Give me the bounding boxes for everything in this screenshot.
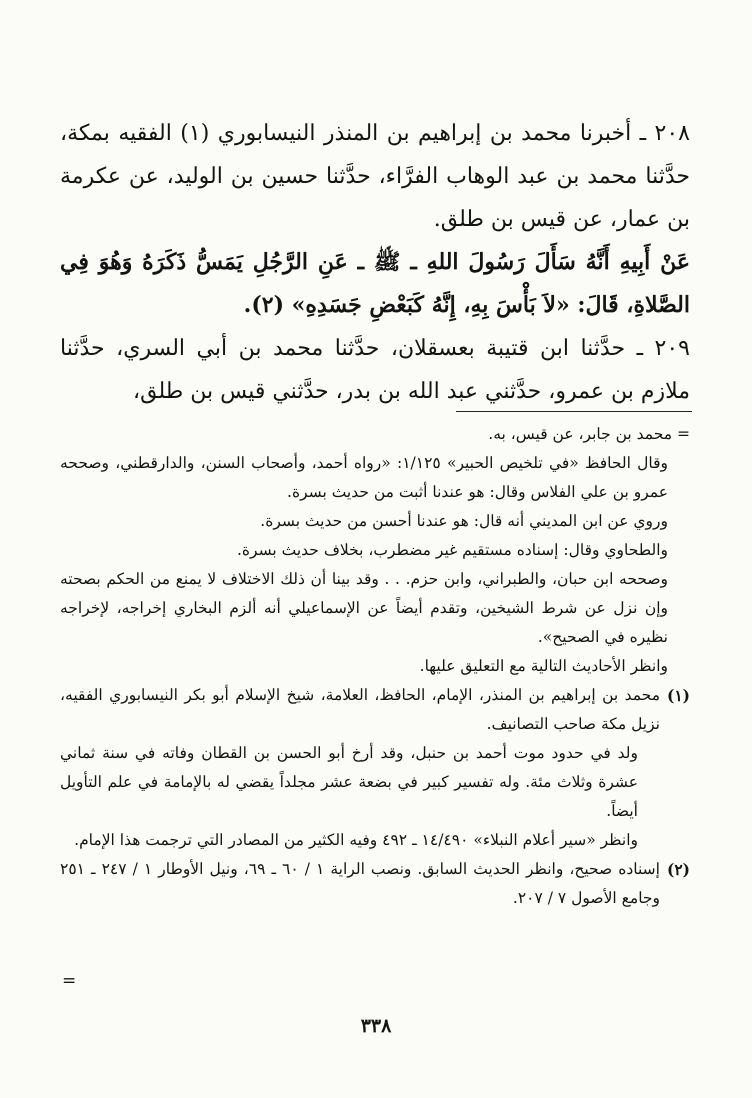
footnote-text: وانظر «سير أعلام النبلاء» ١٤/٤٩٠ ـ ٤٩٢ وفيه الكثير من المصادر التي ترجمت هذا الإمام. [74,831,638,849]
hadith-208-isnad: ٢٠٨ ـ أخبرنا محمد بن إبراهيم بن المنذر النيسابوري (١) الفقيه بمكة، حدَّثنا محمد بن عبد الوهاب الفرَّاء، حدَّثنا حسين بن الوليد، عن عكرمة بن عمار، عن قيس بن طلق. [60,121,690,232]
footnote-2 [60,855,690,913]
footnote-number: (٢) [666,860,690,879]
footnote-text: إسناده صحيح، وانظر الحديث السابق. ونصب الراية ١ / ٦٠ ـ ٦٩، ونيل الأوطار ١ / ٢٤٧ ـ ٢٥١ وجامع الأصول ٧ / ٢٠٧. [60,860,660,907]
footnote-paragraph: وصححه ابن حبان، والطبراني، وابن حزم. . . وقد بينا أن ذلك الاختلاف لا يمنع من الحكم بصحته وإن نزل عن شرط الشيخين، وتقدم أيضاً عن الإسماعيلي أنه ألزم البخاري إخراجه، لإخراجه نظيره في الصحيح». [60,570,668,646]
main-text [60,112,690,413]
footnotes [60,420,690,913]
footnote-paragraph: وقال الحافظ «في تلخيص الحبير» ١/١٢٥: «رواه أحمد، وأصحاب السنن، والدارقطني، وصححه عمرو بن علي الفلاس وقال: هو عندنا أثبت من حديث بسرة. [60,454,668,501]
hadith-209-isnad: ٢٠٩ ـ حدَّثنا ابن قتيبة بعسقلان، حدَّثنا محمد بن أبي السري، حدَّثنا ملازم بن عمرو، حدَّثني عبد الله بن بدر، حدَّثني قيس بن طلق، [60,336,690,404]
margin-mark: = [62,971,77,991]
footnote-separator [456,411,692,412]
page-number: ٣٣٨ [360,1015,392,1037]
footnote-number: (١) [666,686,690,705]
footnote-text: محمد بن إبراهيم بن المنذر، الإمام، الحافظ، العلامة، شيخ الإسلام أبو بكر النيسابوري الفقيه، نزيل مكة صاحب التصانيف. [60,686,660,733]
footnote-continuation: = محمد بن جابر، عن قيس، به. [488,425,690,443]
footnote-text: ولد في حدود موت أحمد بن حنبل، وقد أرخ أبو الحسن بن القطان وفاته في سنة ثماني عشرة وثلاث مئة. وله تفسير كبير في بضعة عشر مجلداً يقضي له بالإمامة في علم التأويل أيضاً. [60,744,638,820]
footnote-1 [60,681,690,855]
hadith-208-matn: عَنْ أَبِيهِ أَنَّهُ سَأَلَ رَسُولَ اللهِ ـ ﷺ ـ عَنِ الرَّجُلِ يَمَسُّ ذَكَرَهُ وَهُوَ فِي الصَّلاةِ، قَالَ: «لاَ بَأْسَ بِهِ، إِنَّهُ كَبَعْضِ جَسَدِهِ» (٢). [60,249,690,318]
footnote-paragraph: وروي عن ابن المديني أنه قال: هو عندنا أحسن من حديث بسرة. [260,512,668,530]
footnote-paragraph: والطحاوي وقال: إسناده مستقيم غير مضطرب، بخلاف حديث بسرة. [236,541,668,559]
footnote-paragraph: وانظر الأحاديث التالية مع التعليق عليها. [419,657,668,675]
